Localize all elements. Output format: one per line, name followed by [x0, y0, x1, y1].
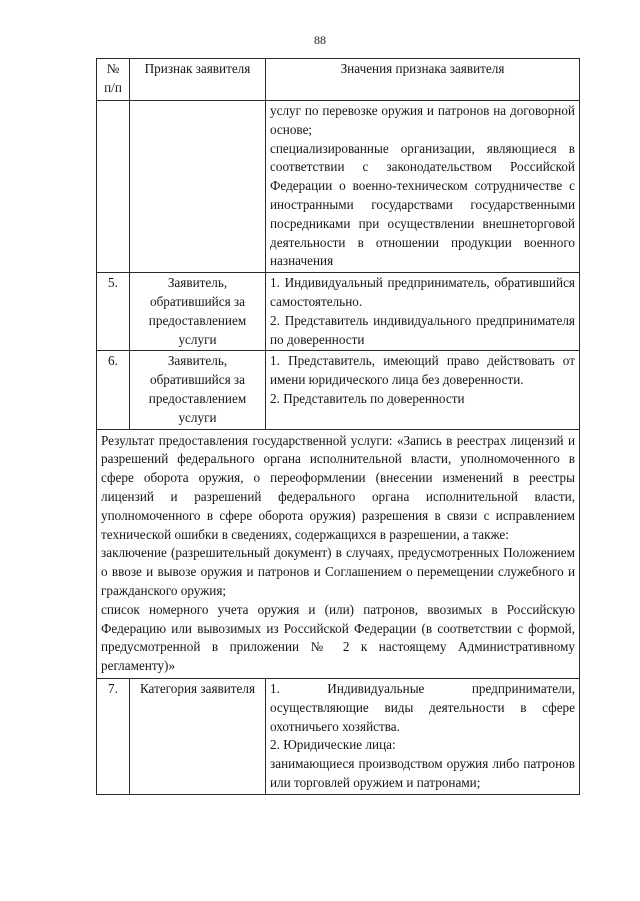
- cell-number: 6.: [97, 351, 130, 429]
- value-line: услуг по перевозке оружия и патронов на договорной основе;: [270, 103, 575, 137]
- value-line: 1. Представитель, имеющий право действовать от имени юридического лица без доверенности.: [270, 353, 575, 388]
- cell-number: 5.: [97, 273, 130, 351]
- table-header-row: [97, 59, 580, 101]
- header-feature: Признак заявителя: [130, 59, 266, 101]
- value-line: 2. Представитель индивидуального предпринимателя по доверенности: [270, 312, 575, 347]
- header-number: № п/п: [97, 59, 130, 101]
- cell-values: [266, 101, 580, 273]
- cell-values: [266, 273, 580, 351]
- table-row-continued: [97, 101, 580, 273]
- value-line: 2. Юридические лица:: [270, 737, 396, 753]
- header-values: Значения признака заявителя: [266, 59, 580, 101]
- result-paragraph: заключение (разрешительный документ) в случаях, предусмотренных Положением о ввозе и вывозе оружия и патронов и Соглашением о перемещении служебного и гражданского оружия;: [101, 545, 575, 598]
- table-row-5: [97, 273, 580, 351]
- cell-values: [266, 678, 580, 794]
- cell-values: [266, 351, 580, 429]
- cell-feature: Заявитель, обратившийся за предоставлением услуги: [130, 273, 266, 351]
- result-block-row: [97, 429, 580, 678]
- applicant-features-table: [96, 58, 580, 795]
- cell-number: [97, 101, 130, 273]
- cell-feature: Заявитель, обратившийся за предоставлением услуги: [130, 351, 266, 429]
- value-line: 1. Индивидуальные предприниматели, осуществляющие виды деятельности в сфере охотничьего хозяйства.: [270, 680, 575, 734]
- value-line: специализированные организации, являющиеся в соответствии с законодательством Российской Федерации о военно-техническом сотрудничестве с иностранными государствами государственными посредниками при осуществлении внешнеторговой деятельности в отношении продукции военного назначения: [270, 140, 575, 269]
- table-row-6: [97, 351, 580, 429]
- value-line: 2. Представитель по доверенности: [270, 390, 465, 406]
- table-row-7: [97, 678, 580, 794]
- cell-feature: Категория заявителя: [130, 678, 266, 794]
- result-paragraph: Результат предоставления государственной услуги: «Запись в реестрах лицензий и разрешений федерального органа исполнительной власти, уполномоченного в сфере оборота оружия, о переоформлении (внесении изменений в реестры лицензий и разрешений федерального органа исполнительной власти, уполномоченного в сфере оборота оружия) разрешения в связи с исправлением технической ошибки в сведениях, содержащихся в разрешении, а также:: [101, 432, 575, 542]
- page-number: 88: [314, 33, 326, 47]
- result-block-cell: [97, 429, 580, 678]
- result-paragraph: список номерного учета оружия и (или) патронов, ввозимых в Российскую Федерацию или вывозимых из Российской Федерации (в соответствии с формой, предусмотренной в приложении № 2 к настоящему Административному регламенту)»: [101, 601, 575, 674]
- cell-number: 7.: [97, 678, 130, 794]
- value-line: 1. Индивидуальный предприниматель, обратившийся самостоятельно.: [270, 275, 575, 309]
- cell-feature: [130, 101, 266, 273]
- value-line: занимающиеся производством оружия либо патронов или торговлей оружием и патронами;: [270, 756, 575, 790]
